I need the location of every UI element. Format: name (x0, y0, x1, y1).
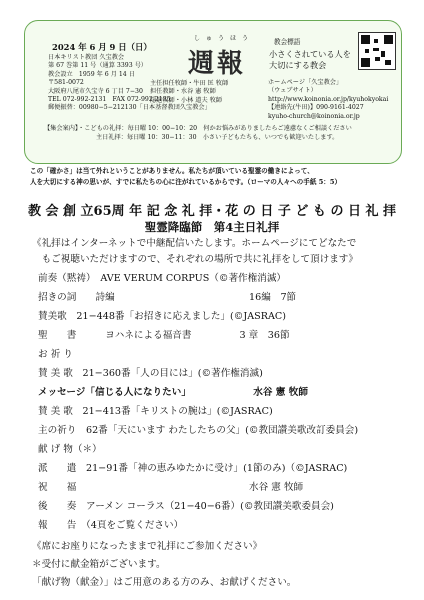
title-ruby: しゅうほう (194, 35, 255, 42)
pastor-2: 担任教師・水谷 憲 牧師 (150, 88, 216, 96)
order-line: 祝 福 水谷 憲 牧師 (38, 482, 304, 493)
contact-phone: 【連絡先(牛田)】090-9161-4027 (268, 104, 364, 112)
homepage-label: ホームページ「久宝教会」 (268, 79, 343, 86)
order-line: お 祈 り (38, 349, 73, 360)
volume-number: 第 67 巻第 11 号（通算 3393 号） (48, 62, 147, 70)
order-line: 聖 書 ヨハネによる福音書 3 章 36節 (38, 330, 290, 341)
order-line: 後 奏 アーメン コーラス（21−40−6番）(©教団讃美歌委員会) (38, 501, 334, 512)
order-line: 賛 美 歌 21−413番「キリストの腕は」(©JASRAC) (38, 406, 273, 417)
founding-date: 教会設立 1959 年 6 月 14 日 (48, 70, 135, 78)
order-note: 「献げ物（献金）」はご用意のある方のみ、お献げください。 (32, 577, 297, 588)
church-denomination: 日本キリスト教団 久宝教会 (48, 54, 125, 61)
quote-line-2: 人を大切にする神の思いが、すでに私たちの心に注がれているからです。（ローマの人々への手紙 5：5） (30, 178, 342, 186)
order-line: もご視聴いただけますので、それぞれの場所で共に礼拝をして頂けます》 (32, 254, 358, 265)
order-line: 《礼拝はインターネットで中継配信いたします。ホームページにてどなたで (32, 238, 357, 249)
meeting-line-1: 【集会案内】・こどもの礼拝：毎日曜 10：00−10：20 何かお悩みがありましたらご遠慮なくご相談ください (44, 125, 352, 132)
order-line: 招きの詞 詩編 16編 7節 (38, 292, 297, 303)
meeting-guide (44, 124, 352, 142)
postal-transfer: 郵便振替：00980−5−212130「日本基督教団久宝教会」 (48, 104, 211, 112)
bulletin-title: 週報 (188, 49, 247, 79)
motto-line-1: 小さくされている人を (269, 49, 351, 59)
order-line: 派 遣 21−91番「神の恵みゆたかに受け」(1節のみ)（©JASRAC) (38, 463, 348, 474)
address: 大阪府八尾市久宝寺 6 丁目 7−30 (48, 87, 143, 95)
order-line: 前奏（黙祷） AVE VERUM CORPUS（©著作権消滅） (38, 273, 287, 284)
order-note: ＊受付に献金箱がございます。 (32, 559, 166, 570)
meeting-line-2: 主日礼拝：毎日曜 10：30−11：30 小さい子どもたちも、いつでも歓迎いたします。 (96, 134, 339, 141)
pastor-3: 隠退牧師・小林 道夫 牧師 (150, 96, 222, 104)
motto-line-2: 大切にする教会 (269, 60, 327, 70)
website-url[interactable]: http://www.koinonia.or.jp/kyuhokyokai (268, 95, 389, 103)
qr-code (358, 32, 396, 70)
motto-label: 教会標語 (274, 38, 301, 46)
order-note: 《席にお座りになったままで礼拝にご参加ください》 (32, 541, 263, 552)
contact-info (268, 79, 388, 121)
service-headline: 教 会 創 立65周 年 記 念 礼 拝・花 の 日 子 ど も の 日 礼 拝 (27, 204, 397, 219)
motto (269, 49, 351, 71)
phone-fax: TEL 072-992-2131 FAX 072-992-2135 (48, 96, 171, 104)
order-line: 報 告 （4頁をご覧ください） (38, 520, 184, 531)
order-line: 賛 美 歌 21−360番「人の目には」(©著作権消滅) (38, 368, 263, 379)
order-line: 賛美歌 21−448番「お招きに応えました」(©JASRAC) (38, 311, 286, 322)
issue-date: 2024 年 6 月 9 日（日） (52, 42, 152, 52)
order-line-message: メッセージ「信じる人になりたい」 水谷 憲 牧師 (38, 387, 308, 398)
scripture-quote (30, 166, 402, 188)
order-line: 主の祈り 62番「天にいます わたしたちの父」(©教団讃美歌改訂委員会) (38, 425, 359, 436)
contact-email[interactable]: kyuho-church@koinonia.or.jp (268, 112, 360, 120)
postal-code: 〒581-0072 (48, 79, 84, 87)
pastor-1: 主任担任牧師・牛田 匡 牧師 (150, 80, 229, 87)
pastor-list (150, 80, 228, 105)
quote-line-1: この「確かさ」は当て外れということがありません。私たちが頂いている聖霊の働きによって、 (30, 167, 314, 175)
website-label: （ウェブサイト） (268, 87, 317, 95)
order-line: 献 げ 物（＊） (38, 444, 102, 455)
service-subheadline: 聖霊降臨節 第4主日礼拝 (144, 220, 280, 234)
